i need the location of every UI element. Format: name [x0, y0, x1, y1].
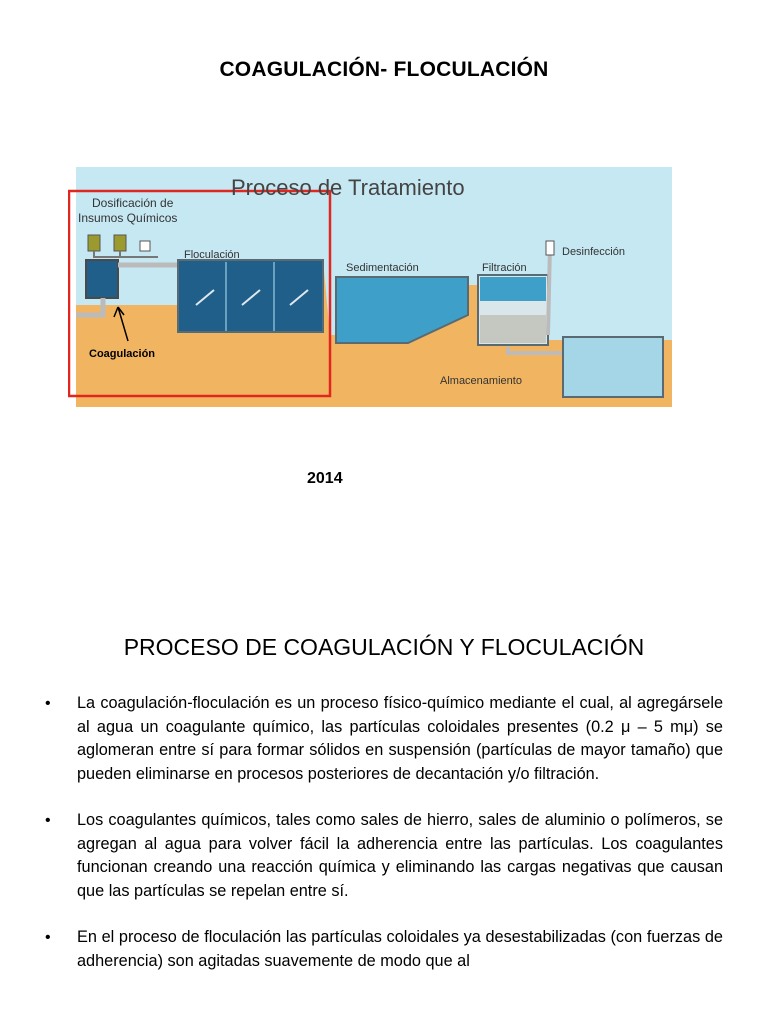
- label-coagulacion: Coagulación: [89, 348, 156, 360]
- chemical-tank-2: [114, 235, 126, 251]
- diagram-heading: Proceso de Tratamiento: [231, 175, 465, 200]
- chemical-tank-1: [88, 235, 100, 251]
- label-filtracion: Filtración: [482, 262, 527, 274]
- filtration-media: [480, 315, 546, 343]
- bullet-icon: •: [45, 929, 51, 946]
- bullet-text: Los coagulantes químicos, tales como sales de hierro, sales de aluminio o polímeros, se agregan al agua para volver fácil la adherencia entre las partículas. Los coagulantes funcionan creando una reacción química y eliminando las cargas negativas que causan que las partículas se repelan entre sí.: [77, 811, 723, 900]
- bullet-text: La coagulación-floculación es un proceso físico-químico mediante el cual, al agregársele al agua un coagulante químico, las partículas coloidales presentes (0.2 μ – 5 mμ) se aglomeran entre sí para formar sólidos en suspensión (partículas de mayor tamaño) que pueden eliminarse en procesos posteriores de decantación y/o filtración.: [77, 694, 723, 783]
- label-floculacion: Floculación: [184, 249, 240, 261]
- label-dosificacion-2: Insumos Químicos: [78, 211, 178, 225]
- storage-tank: [563, 337, 663, 397]
- treatment-process-diagram: [68, 165, 672, 410]
- bullet-text: En el proceso de floculación las partículas coloidales ya desestabilizadas (con fuerzas de adherencia) son agitadas suavemente de modo que al: [77, 928, 723, 970]
- bullet-item: [45, 809, 723, 903]
- label-sedimentacion: Sedimentación: [346, 262, 419, 274]
- disinfection-tank: [546, 241, 554, 255]
- label-dosificacion-1: Dosificación de: [92, 196, 174, 210]
- chemical-tank-3: [140, 241, 150, 251]
- bullet-list: [45, 692, 723, 996]
- coagulation-tank: [86, 260, 118, 298]
- bullet-icon: •: [45, 695, 51, 712]
- bullet-item: [45, 926, 723, 973]
- bullet-item: [45, 692, 723, 786]
- label-desinfeccion: Desinfección: [562, 246, 625, 258]
- bullet-icon: •: [45, 812, 51, 829]
- document-year: 2014: [307, 470, 343, 487]
- document-title: COAGULACIÓN- FLOCULACIÓN: [219, 58, 549, 81]
- label-almacenamiento: Almacenamiento: [440, 375, 522, 387]
- section-heading: PROCESO DE COAGULACIÓN Y FLOCULACIÓN: [123, 634, 645, 660]
- filtration-water: [480, 277, 546, 301]
